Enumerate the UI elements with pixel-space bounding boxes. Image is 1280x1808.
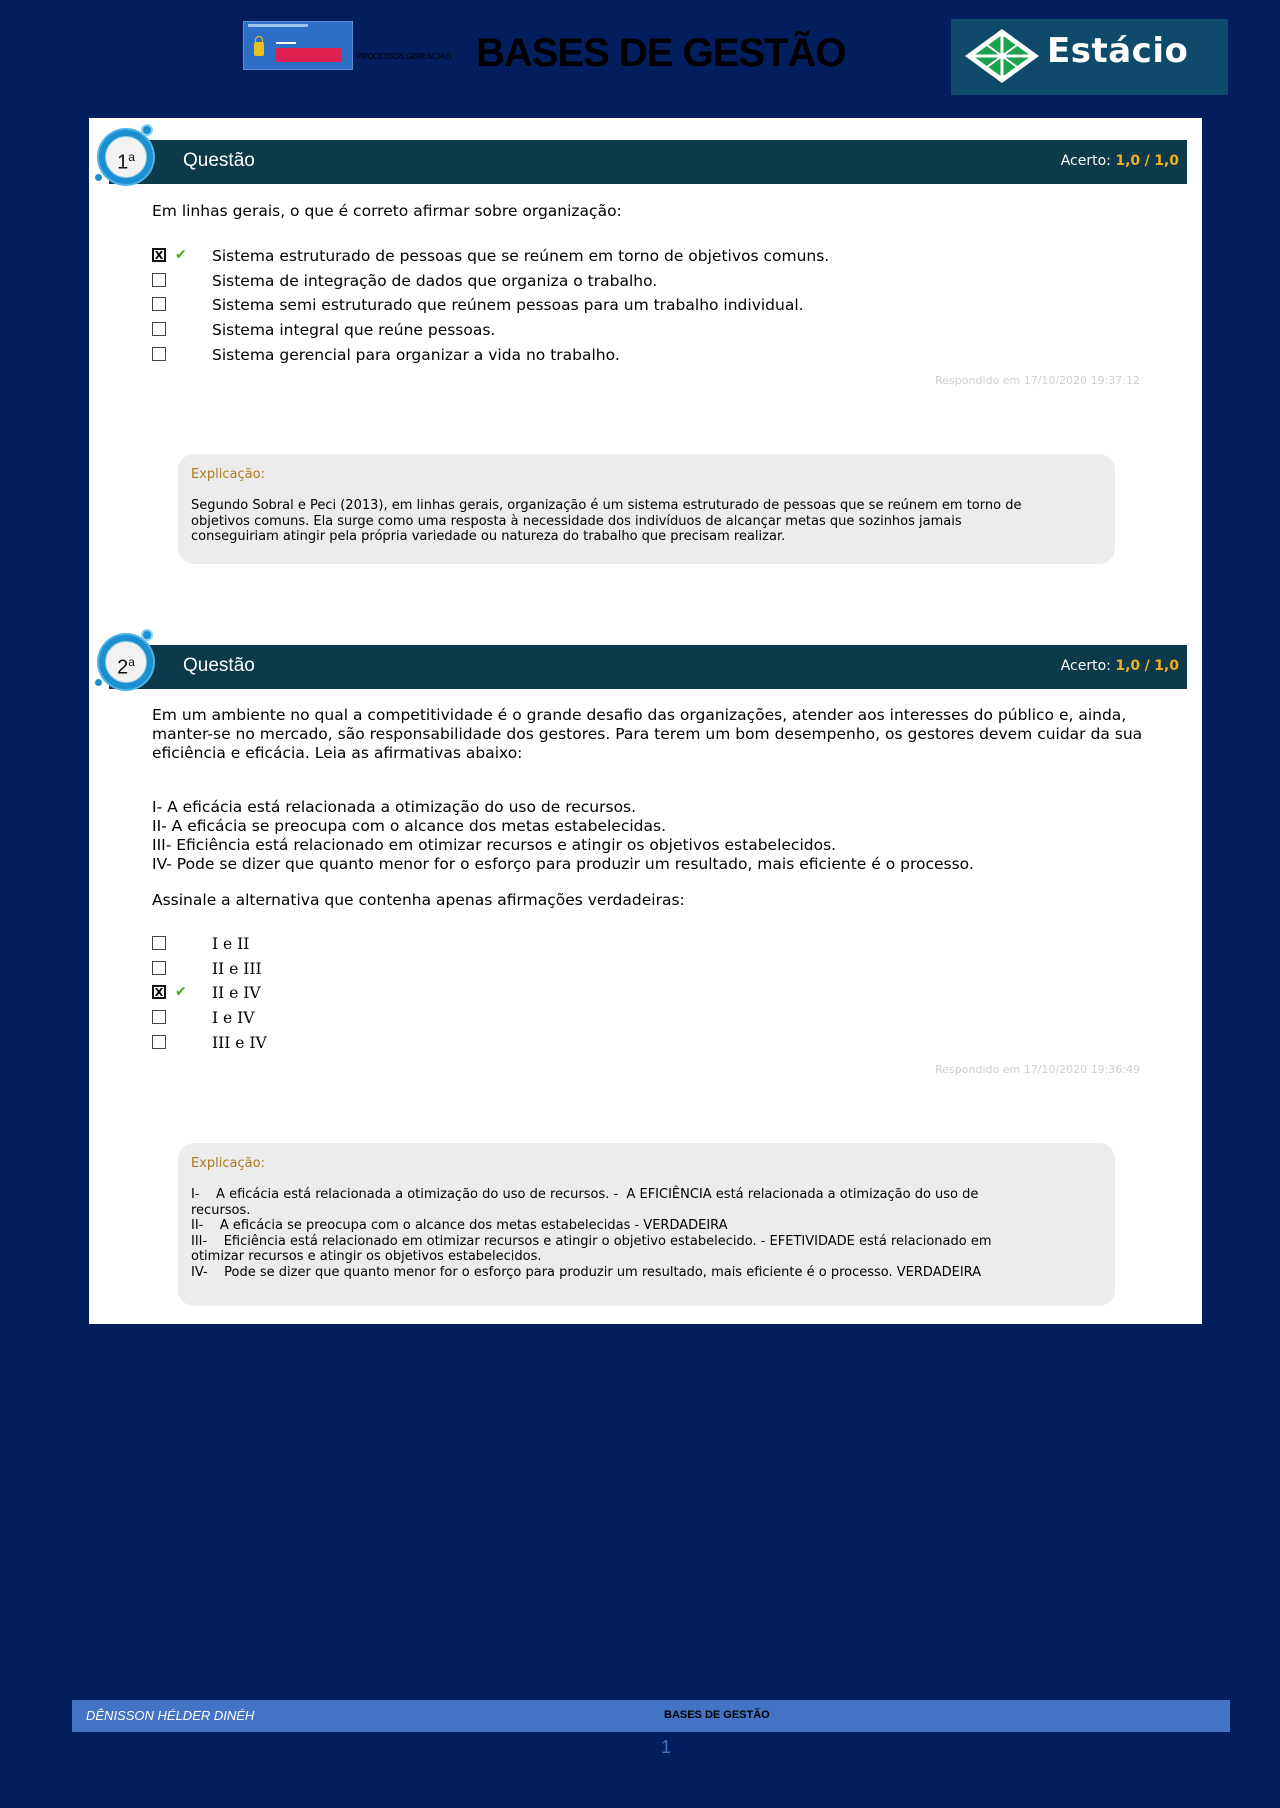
statement-line: III- Eficiência está relacionado em otimizar recursos e atingir os objetivos estabelecidos. xyxy=(152,836,837,854)
checkbox[interactable] xyxy=(152,347,166,361)
option-label: Sistema gerencial para organizar a vida no trabalho. xyxy=(212,346,620,364)
question-1-answered-timestamp: Respondido em 17/10/2020 19:37:12 xyxy=(935,374,1140,387)
question-2-option-2[interactable] xyxy=(152,960,1052,980)
checkbox-checked[interactable]: X xyxy=(152,248,166,262)
score-max: 1,0 xyxy=(1154,153,1179,169)
explanation-title: Explicação: xyxy=(191,467,265,482)
question-2-title: Questão xyxy=(183,655,255,676)
statement-line: II- A eficácia se preocupa com o alcance dos metas estabelecidas. xyxy=(152,817,666,835)
explanation-line: objetivos comuns. Ela surge como uma resposta à necessidade dos indivíduos de alcançar metas que sozinhos jamais xyxy=(191,513,962,529)
footer-author: DÊNISSON HÉLDER DINÉH xyxy=(86,1708,255,1723)
question-1-option-1[interactable] xyxy=(152,247,1052,267)
prompt-line: eficiência e eficácia. Leia as afirmativas abaixo: xyxy=(152,744,523,762)
ordinal-mark: a xyxy=(128,150,135,164)
score-label: Acerto: xyxy=(1060,658,1111,674)
question-2-option-4[interactable] xyxy=(152,1009,1052,1029)
option-label: Sistema integral que reúne pessoas. xyxy=(212,321,496,339)
checkbox[interactable] xyxy=(152,273,166,287)
score-label: Acerto: xyxy=(1060,153,1111,169)
explanation-line: III- Eficiência está relacionado em otimizar recursos e atingir o objetivo estabelecido. - EFETIVIDADE está relacionado em xyxy=(191,1233,992,1249)
explanation-line: recursos. xyxy=(191,1202,251,1218)
question-2-number-badge xyxy=(99,635,153,689)
question-2-score xyxy=(1061,658,1179,674)
badge-dot xyxy=(141,629,153,641)
question-2-statements xyxy=(152,798,1152,874)
option-label: Sistema semi estruturado que reúnem pessoas para um trabalho individual. xyxy=(212,296,804,314)
statement-line: IV- Pode se dizer que quanto menor for o esforço para produzir um resultado, mais eficiente é o processo. xyxy=(152,855,974,873)
checkbox[interactable] xyxy=(152,1035,166,1049)
question-1-option-2[interactable] xyxy=(152,272,1052,292)
question-2-prompt xyxy=(152,706,1152,763)
question-1-option-4[interactable] xyxy=(152,321,1052,341)
question-number: 1 xyxy=(117,151,129,174)
question-2-header xyxy=(109,645,1187,689)
question-1-header xyxy=(109,140,1187,184)
question-2-number xyxy=(105,641,147,683)
footer-title: BASES DE GESTÃO xyxy=(664,1709,770,1721)
question-2-option-5[interactable] xyxy=(152,1034,1052,1054)
option-label: I e II xyxy=(212,935,250,953)
prompt-line: Em um ambiente no qual a competitividade é o grande desafio das organizações, atender aos interesses do público e, ainda, xyxy=(152,706,1127,724)
correct-check-icon: ✔ xyxy=(175,984,187,1000)
explanation-body xyxy=(191,1187,1101,1280)
score-separator: / xyxy=(1144,658,1150,674)
option-label: III e IV xyxy=(212,1034,267,1052)
question-1-title: Questão xyxy=(183,150,255,171)
option-label: Sistema estruturado de pessoas que se reúnem em torno de objetivos comuns. xyxy=(212,247,830,265)
quiz-panel xyxy=(89,118,1202,1324)
checkbox[interactable] xyxy=(152,322,166,336)
footer-bar xyxy=(72,1700,1230,1732)
question-1-number-badge xyxy=(99,130,153,184)
explanation-line: Segundo Sobral e Peci (2013), em linhas gerais, organização é um sistema estruturado de pessoas que se reúnem em torno de xyxy=(191,498,1022,513)
question-1-score xyxy=(1061,153,1179,169)
explanation-line: I- A eficácia está relacionada a otimização do uso de recursos. - A EFICIÊNCIA está relacionada a otimização do uso de xyxy=(191,1187,979,1202)
explanation-line: otimizar recursos e atingir os objetivos estabelecidos. xyxy=(191,1249,542,1264)
option-label: I e IV xyxy=(212,1009,255,1027)
question-2-option-3[interactable] xyxy=(152,984,1052,1004)
lock-icon xyxy=(254,42,264,56)
thumbnail-caption-line xyxy=(248,24,308,27)
question-2-answered-timestamp: Respondido em 17/10/2020 19:36:49 xyxy=(935,1063,1140,1076)
question-1-prompt: Em linhas gerais, o que é correto afirmar sobre organização: xyxy=(152,202,622,220)
header-title: BASES DE GESTÃO xyxy=(476,31,846,75)
question-1-option-3[interactable] xyxy=(152,296,1052,316)
explanation-line: IV- Pode se dizer que quanto menor for o esforço para produzir um resultado, mais eficiente é o processo. VERDADEIRA xyxy=(191,1264,982,1280)
estacio-logo xyxy=(951,19,1228,95)
prompt-line: manter-se no mercado, são responsabilidade dos gestores. Para terem um bom desempenho, os gestores devem cuidar da sua xyxy=(152,725,1143,743)
explanation-title: Explicação: xyxy=(191,1156,265,1171)
statement-line: I- A eficácia está relacionada a otimização do uso de recursos. xyxy=(152,798,637,816)
page-number: 1 xyxy=(660,1737,671,1757)
checkbox[interactable] xyxy=(152,936,166,950)
question-number: 2 xyxy=(117,656,129,679)
checkbox[interactable] xyxy=(152,961,166,975)
thumbnail-red-banner xyxy=(276,48,342,62)
badge-dot xyxy=(95,679,102,686)
score-max: 1,0 xyxy=(1154,658,1179,674)
question-1-option-5[interactable] xyxy=(152,346,1052,366)
explanation-body xyxy=(191,498,1101,545)
option-label: Sistema de integração de dados que organiza o trabalho. xyxy=(212,272,658,290)
option-label: II e IV xyxy=(212,984,261,1002)
score-separator: / xyxy=(1144,153,1150,169)
score-value: 1,0 xyxy=(1115,153,1141,169)
explanation-line: conseguiriam atingir pela própria variedade ou natureza do trabalho que precisam realizar. xyxy=(191,529,786,544)
checkbox[interactable] xyxy=(152,297,166,311)
estacio-globe-icon xyxy=(963,27,1041,85)
explanation-line: II- A eficácia se preocupa com o alcance dos metas estabelecidas - VERDADEIRA xyxy=(191,1218,728,1233)
option-label: II e III xyxy=(212,960,262,978)
question-2-option-1[interactable] xyxy=(152,935,1052,955)
header-thumbnail-image xyxy=(243,21,353,70)
badge-dot xyxy=(141,124,153,136)
question-2-instruction: Assinale a alternativa que contenha apenas afirmações verdadeiras: xyxy=(152,891,685,909)
header-subtitle: PROCESSOS GERENCIAIS xyxy=(357,52,452,61)
question-1-number xyxy=(105,136,147,178)
question-2-explanation xyxy=(178,1143,1115,1306)
logo-text: Estácio xyxy=(1047,31,1189,71)
question-1-explanation xyxy=(178,454,1115,564)
thumbnail-text-line xyxy=(276,42,296,44)
ordinal-mark: a xyxy=(128,655,135,669)
correct-check-icon: ✔ xyxy=(175,247,187,263)
score-value: 1,0 xyxy=(1115,658,1141,674)
checkbox-checked[interactable]: X xyxy=(152,985,166,999)
badge-dot xyxy=(95,174,102,181)
checkbox[interactable] xyxy=(152,1010,166,1024)
